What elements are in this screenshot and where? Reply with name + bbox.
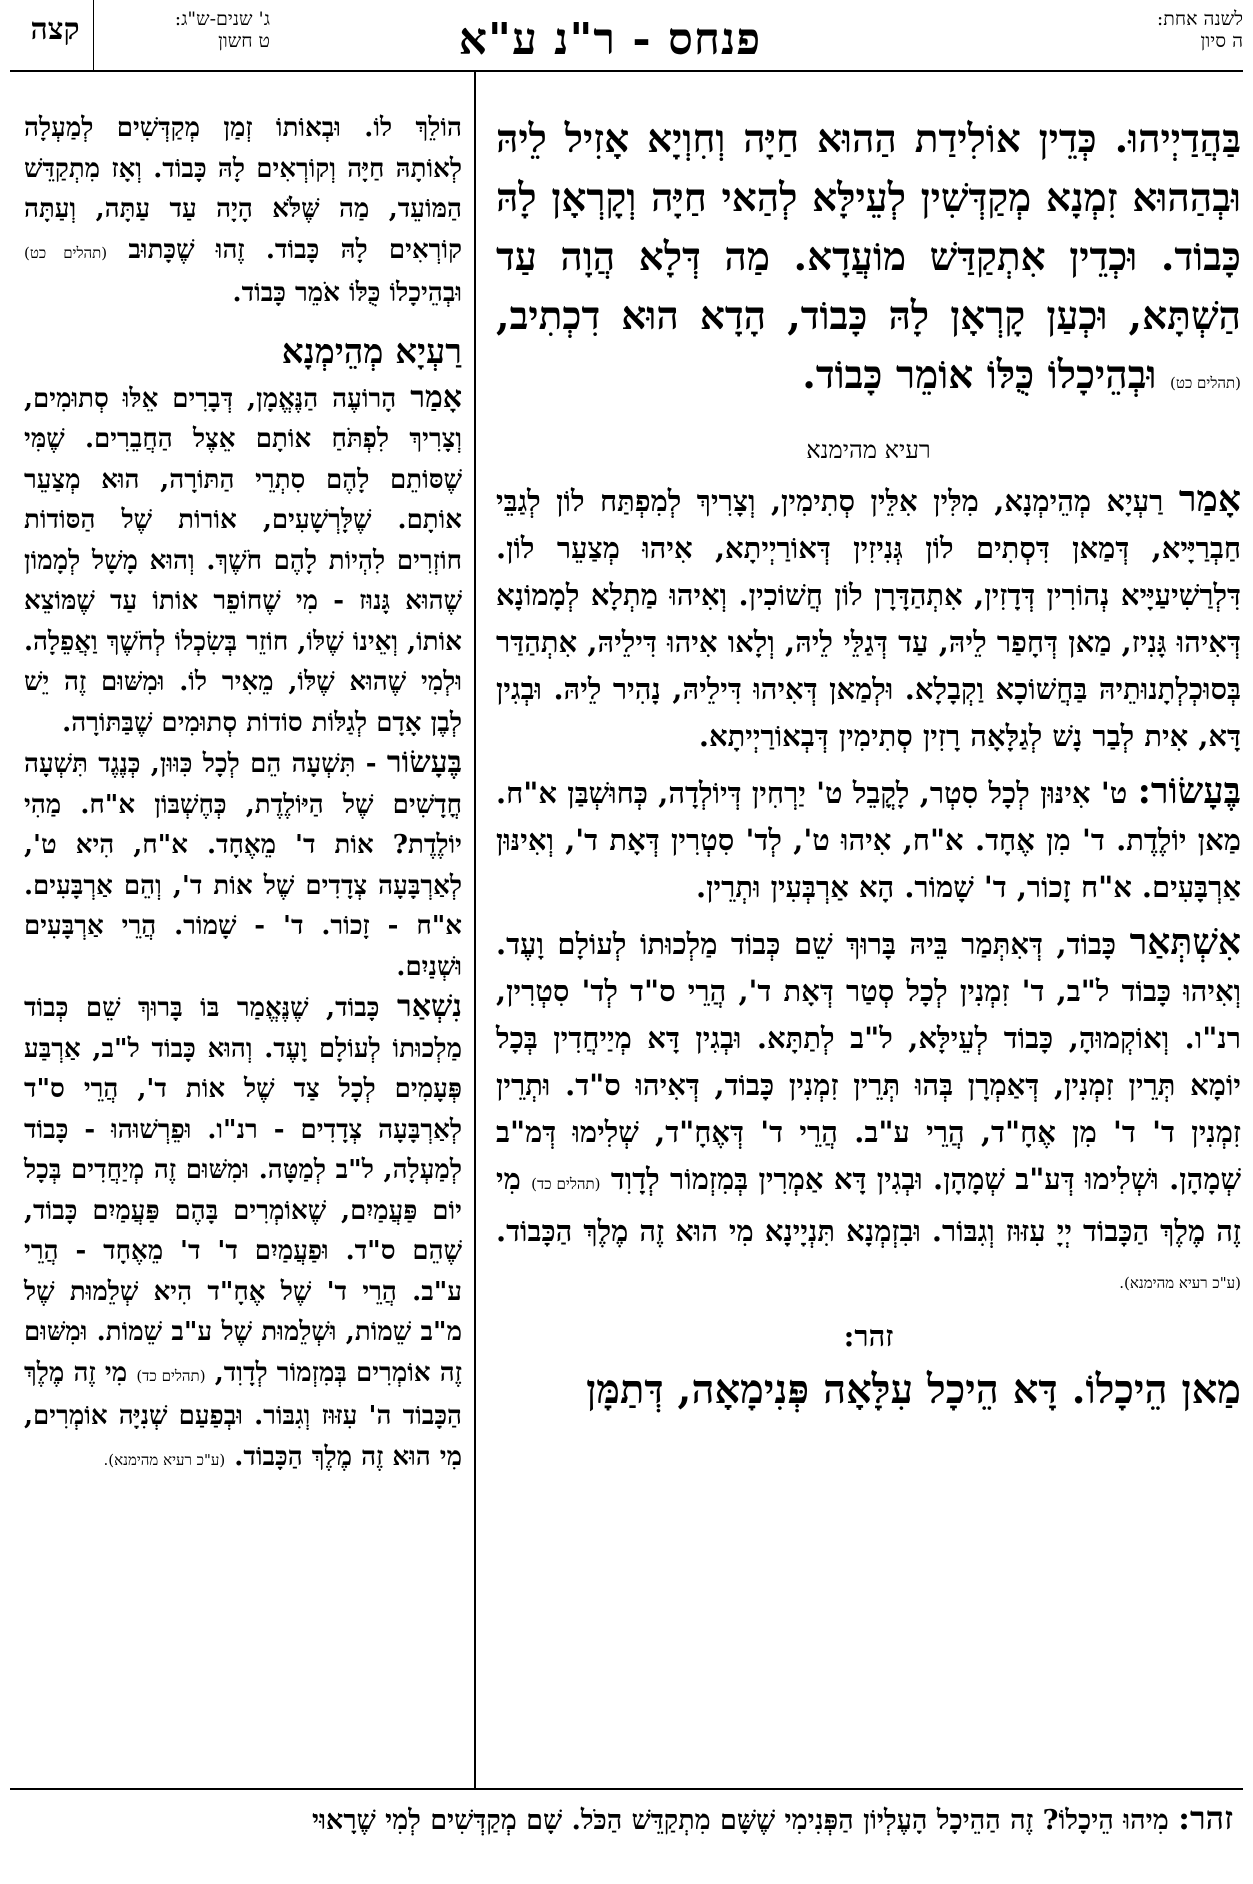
main-p4-opener: אִשְׁתְּאַר — [1129, 921, 1241, 963]
main-p3-text: ט' אִינּוּן לְכָל סִטְר, לָקֳבֵל ט' יַרְחִין דְּיוֹלְדָה, כְּחוּשְׁבַּן א"ח. מַאן יוֹלֶדֶת. ד' מִן אֶחָד. א"ח, אִיהוּ ט', לְד' סִטְרִין דְּאָת ד', וְאִינּוּן אַרְבָּעִים. א"ח זָכוֹר, ד' שָׁמוֹר. הָא אַרְבְּעִין וּתְרֵין. — [496, 776, 1241, 904]
main-p2-opener: אָמַר — [1178, 478, 1241, 520]
side-p2-opener: אָמַר — [410, 379, 462, 415]
main-p3-opener: בֶּעָשׂוֹר: — [1137, 770, 1241, 812]
side-p1-text: הוֹלֵךְ לוֹ. וּבְאוֹתוֹ זְמַן מְקַדְּשִׁים לְמַעְלָה לְאוֹתָהּ חַיָּה וְקוֹרְאִים לָהּ כָּבוֹד. וְאָז מִתְקַדֵּשׁ הַמּוֹעֵד, מַה שֶּׁלֹּא הָיָה עַד עַתָּה, וְעַתָּה קוֹרְאִים לָהּ כָּבוֹד. זֶהוּ שֶׁכָּתוּב — [24, 113, 462, 265]
footer-line — [18, 1800, 1233, 1839]
header-rule — [10, 70, 1243, 72]
header-left-label — [100, 8, 270, 52]
main-p1-ref: (תהלים כט) — [1170, 374, 1241, 392]
side-p4-end-ref: (ע"כ רעיא מהימנא). — [103, 1450, 226, 1469]
main-p4-end-ref: (ע"כ רעיא מהימנא). — [1119, 1274, 1241, 1292]
main-p1-end: וּבְהֵיכָלוֹ כֻּלּוֹ אוֹמֵר כָּבוֹד. — [802, 352, 1157, 398]
header-divider-left — [93, 0, 94, 70]
side-paragraph-1 — [24, 108, 462, 314]
side-p1-ref: (תהלים כט) — [24, 243, 108, 262]
main-paragraph-4 — [496, 919, 1241, 1307]
side-p4-text: כָּבוֹד, שֶׁנֶּאֱמַר בּוֹ בָּרוּךְ שֵׁם כְּבוֹד מַלְכוּתוֹ לְעוֹלָם וָעֶד. וְהוּא כָּבוֹד ל"ב, אַרְבַּע פְּעָמִים לְכָל צַד שֶׁל אוֹת ד', הֲרֵי ס"ד לְאַרְבָּעָה צְדָדִים - רנ"ו. וּפֵרְשׁוּהוּ - כָּבוֹד לְמַעְלָה, ל"ב לְמַטָּה. וּמִשּׁוּם זֶה מְיַחֲדִים בְּכָל יוֹם פַּעֲמַיִם, שֶׁאוֹמְרִים בָּהֶם פַּעֲמַיִם כָּבוֹד, שֶׁהֵם ס"ד. וּפַעֲמַיִם ד' ד' מֵאֶחָד - הֲרֵי ע"ב. הֲרֵי ד' שֶׁל אֶחָ"ד הִיא שְׁלֵמוּת שֶׁל מ"ב שֵׁמוֹת, וּשְׁלֵמוּת שֶׁל ע"ב שֵׁמוֹת. וּמִשּׁוּם זֶה אוֹמְרִים בְּמִזְמוֹר לְדָוִד, — [24, 993, 462, 1388]
main-p1-text: בַּהֲדַיְיהוּ. כְּדֵין אוֹלִידַת הַהוּא חַיָּה וְחִוְיָא אָזִיל לֵיהּ וּבְהַהוּא זִמְנָא מְקַדְּשִׁין לְעֵילָּא לְהַאי חַיָּה וְקָרְאָן לָהּ כָּבוֹד. וּכְדֵין אִתְקַדַּשׁ מוֹעֲדָא. מַה דְּלָא הֲוָה עַד הַשְׁתָּא, וּכְעַן קָרְאָן לָהּ כָּבוֹד, הָדָא הוּא דִכְתִיב, — [496, 116, 1241, 339]
main-heading-raya: רעיא מהימנא — [806, 436, 931, 464]
side-p3-opener: בֶּעָשׂוֹר — [386, 745, 463, 780]
header-right-label — [1083, 8, 1243, 52]
main-paragraph-2 — [496, 476, 1241, 760]
main-p4-cont: מִי זֶה מֶלֶךְ הַכָּבוֹד יְיָ עִזּוּז וְגִבּוֹר. וּבִזְמְנָא תִּנְיָינָא מִי הוּא זֶה מֶלֶךְ הַכָּבוֹד. — [496, 1162, 1241, 1248]
main-paragraph-1 — [496, 110, 1241, 413]
footer-rule — [10, 1788, 1243, 1790]
side-paragraph-3 — [24, 743, 462, 987]
side-p4-cont: מִי זֶה מֶלֶךְ הַכָּבוֹד ה' עִזּוּז וְגִבּוֹר. וּבְפַעַם שְׁנִיָּה אוֹמְרִים, מִי הוּא זֶה מֶלֶךְ הַכָּבוֹד. — [24, 1357, 462, 1472]
side-p2-text: הָרוֹעֶה הַנֶּאֱמָן, דְּבָרִים אֵלּוּ סְתוּמִים, וְצָרִיךְ לִפְתֹּחַ אוֹתָם אֵצֶל הַחֲבֵרִים. שֶׁמִּי שֶׁסּוֹתֵם לָהֶם סִתְרֵי הַתּוֹרָה, הוּא מְצַעֵר אוֹתָם. שֶׁלָּרְשָׁעִים, אוֹרוֹת שֶׁל הַסּוֹדוֹת חוֹזְרִים לִהְיוֹת לָהֶם חֹשֶׁךְ. וְהוּא מָשָׁל לְמָמוֹן שֶׁהוּא גָּנוּז - מִי שֶׁחוֹפֵר אוֹתוֹ עַד שֶׁמּוֹצֵא אוֹתוֹ, וְאֵינוֹ שֶׁלּוֹ, חוֹזֵר בְּשִׂכְלוֹ לְחֹשֶׁךְ וַאֲפֵלָה. וּלְמִי שֶׁהוּא שֶׁלּוֹ, מֵאִיר לוֹ. וּמִשּׁוּם זֶה יֵשׁ לְבֶן אָדָם לְגַלּוֹת סוֹדוֹת סְתוּמִים שֶׁבַּתּוֹרָה. — [24, 383, 462, 738]
page-title: פנחס - ר"נ ע"א — [458, 14, 762, 65]
edition-date-2: ט חשון — [218, 30, 270, 52]
side-paragraph-4 — [24, 987, 462, 1480]
side-heading-raya: רַעְיָא מְהֵימְנָא — [281, 331, 462, 372]
main-paragraph-5: מַאן הֵיכָלוֹ. דָּא הֵיכָל עִלָּאָה פְּנִימָאָה, דְּתַמָּן — [586, 1366, 1241, 1413]
main-p4-text: כָּבוֹד, דְּאִתְּמַר בֵּיהּ בָּרוּךְ שֵׁם כְּבוֹד מַלְכוּתוֹ לְעוֹלָם וָעֶד. וְאִיהוּ כָּבוֹד ל"ב, ד' זִמְנִין לְכָל סְטַר דְּאָת ד', הֲרֵי ס"ד לְד' סִטְרִין, רנ"ו. וְאוֹקְמוּהָ, כָּבוֹד לְעֵילָּא, ל"ב לְתַתָּא. וּבְגִין דָּא מְיַיחֲדִין בְּכָל יוֹמָא תְּרֵין זִמְנִין, דְּאַמְרָן בְּהוּ תְּרֵין זִמְנִין כָּבוֹד, דְּאִיהוּ ס"ד. וּתְרֵין זִמְנִין ד' ד' מִן אֶחָ"ד, הֲרֵי ע"ב. הֲרֵי ד' דְּאֶחָ"ד, שְׁלִימוּ דְּמ"ב שְׁמָהָן. וּשְׁלִימוּ דְּע"ב שְׁמָהָן. וּבְגִין דָּא אַמְרִין בְּמִזְמוֹר לְדָוִד — [496, 927, 1241, 1196]
main-p4-ref: (תהלים כד) — [531, 1175, 601, 1193]
footer-label: זהר: — [1178, 1800, 1233, 1837]
side-p4-ref: (תהלים כד) — [136, 1366, 206, 1385]
page-number: קצה — [30, 12, 80, 47]
side-column — [24, 108, 462, 1480]
side-paragraph-2 — [24, 378, 462, 744]
footer-text: מִיהוּ הֵיכָלוֹ? זֶה הַהֵיכָל הָעֶלְיוֹן הַפְּנִימִי שֶׁשָּׁם מִתְקַדֵּשׁ הַכֹּל. שָׁם מְקַדְּשִׁים לְמִי שֶׁרָאוּי — [312, 1805, 1169, 1836]
main-column — [496, 110, 1241, 1419]
edition-date-1: ה סיון — [1200, 30, 1243, 52]
main-heading-zohar: זהר: — [843, 1319, 894, 1353]
column-divider — [474, 72, 476, 1788]
side-p1-end: וּבְהֵיכָלוֹ כֻּלּוֹ אֹמֵר כָּבוֹד. — [232, 278, 462, 308]
side-p4-opener: נִשְׁאַר — [397, 989, 462, 1024]
edition-label-2: ג' שנים-ש"ג: — [174, 8, 270, 30]
main-paragraph-3 — [496, 768, 1241, 911]
side-p3-text: - תִּשְׁעָה הֵם לְכָל כִּוּוּן, כְּנֶגֶד תִּשְׁעָה חֳדָשִׁים שֶׁל הַיּוֹלֶדֶת, כְּחֶשְׁבּוֹן א"ח. מַהִי יוֹלֶדֶת? אוֹת ד' מֵאֶחָד. א"ח, הִיא ט', לְאַרְבָּעָה צְדָדִים שֶׁל אוֹת ד', וְהֵם אַרְבָּעִים. א"ח - זָכוֹר. ד' - שָׁמוֹר. הֲרֵי אַרְבָּעִים וּשְׁנַיִם. — [24, 749, 462, 982]
main-p2-text: רַעְיָא מְהֵימְנָא, מִלִּין אִלֵּין סְתִימִין, וְצָרִיךְ לְמִפְתַּח לוֹן לְגַבֵּי חַבְרַיָּיא, דְּמַאן דִּסְתִים לוֹן גְּנִיזִין דְּאוֹרַיְיתָא, אִיהוּ מְצַעֵר לוֹן. דִּלְרַשִׁיעַיָּיא נְהוֹרִין דְּדָזִין, אִתְהַדָּרָן לוֹן חֲשׁוֹכִין. וְאִיהוּ מַתְלָא לְמָמוֹנָא דְּאִיהוּ גָּנִיז, מַאן דְּחָפַר לֵיהּ, עַד דְּגַלֵּי לֵיהּ, וְלָאו אִיהוּ דִּילֵיהּ, אִתְהַדַּר בְּסוּכְלְתָנוּתֵיהּ בַּחֲשׁוֹכָא וַקְבָלָא. וּלְמַאן דְּאִיהוּ דִּילֵיהּ, נָהִיר לֵיהּ. וּבְגִין דָּא, אִית לְבַר נָשׁ לְגַלָּאָה רָזִין סְתִימִין דְּבְאוֹרַיְיתָא. — [496, 484, 1241, 753]
edition-label-1: לשנה אחת: — [1156, 8, 1243, 30]
